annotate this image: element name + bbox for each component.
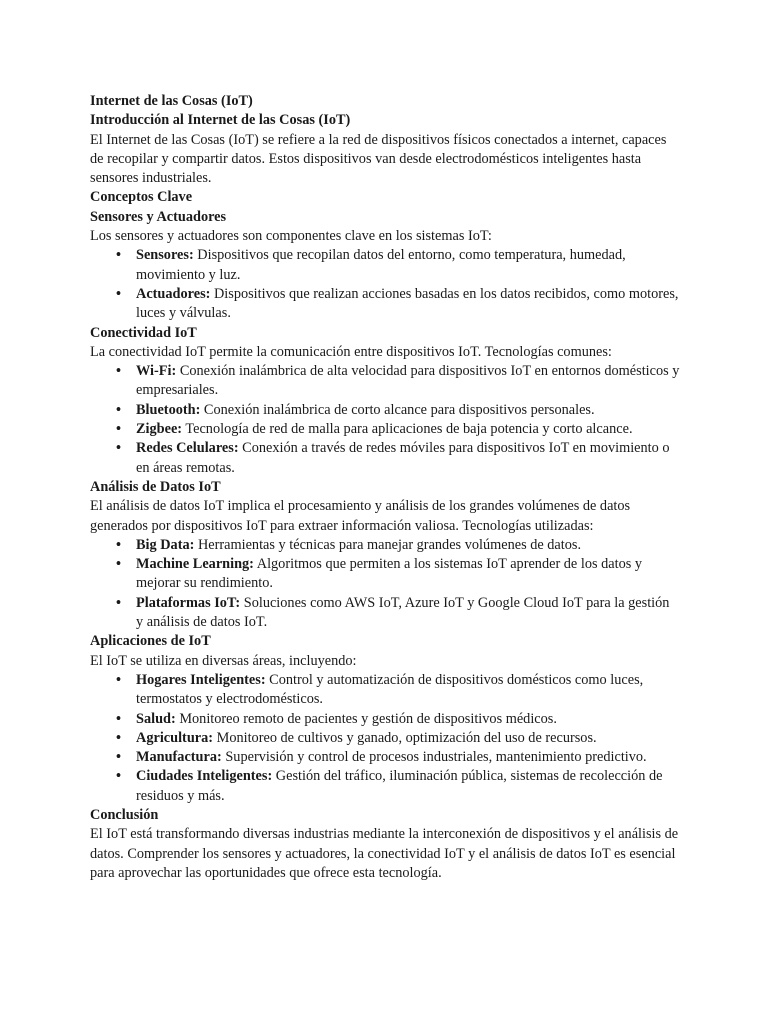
list-item [136,420,680,439]
list-item [136,246,680,285]
list-item-term: Ciudades Inteligentes: [136,768,273,785]
list-item-desc: Soluciones como AWS IoT, Azure IoT y Google Cloud IoT para la gestión y análisis de datos IoT. [136,594,670,631]
list-item-term: Big Data: [136,536,195,553]
list-item-desc: Gestión del tráfico, iluminación pública, sistemas de recolección de residuos y más. [136,768,663,804]
connectivity-heading: Conectividad IoT [90,324,197,341]
list-item-desc: Conexión inalámbrica de corto alcance para dispositivos personales. [200,401,595,418]
list-item [136,536,680,555]
list-item-term: Agricultura: [136,729,214,746]
list-item-term: Redes Celulares: [136,440,239,457]
list-item [136,748,680,767]
analysis-heading: Análisis de Datos IoT [90,478,221,495]
list-item-term: Machine Learning: [136,556,254,573]
list-item [136,767,680,806]
list-item-desc: Control y automatización de dispositivos domésticos como luces, termostatos y electrodomésticos. [136,671,644,708]
list-item-desc: Conexión a través de redes móviles para dispositivos IoT en movimiento o en áreas remotas. [136,440,670,476]
list-item [136,401,680,420]
document-title: Internet de las Cosas (IoT) [90,93,253,109]
list-item-desc: Monitoreo de cultivos y ganado, optimización del uso de recursos. [213,729,597,746]
list-item [136,439,680,478]
list-item [136,594,680,633]
list-item-term: Sensores: [136,247,194,264]
list-item-term: Wi-Fi: [136,363,177,380]
analysis-list [90,536,680,632]
list-item-desc: Dispositivos que recopilan datos del entorno, como temperatura, humedad, movimiento y luz. [136,247,626,283]
document-content [90,92,680,883]
connectivity-list [90,362,680,478]
list-item-term: Bluetooth: [136,401,201,418]
list-item-desc: Algoritmos que permiten a los sistemas IoT aprender de los datos y mejorar su rendimiento. [136,556,643,592]
sensors-list [90,246,680,323]
list-item-term: Actuadores: [136,285,211,302]
applications-paragraph: El IoT se utiliza en diversas áreas, incluyendo: [90,652,357,669]
list-item-term: Plataformas IoT: [136,594,241,611]
intro-heading: Introducción al Internet de las Cosas (IoT) [90,112,351,129]
list-item-term: Hogares Inteligentes: [136,671,266,688]
concepts-heading: Conceptos Clave [90,189,193,206]
list-item [136,671,680,710]
list-item [136,362,680,401]
list-item [136,710,680,729]
sensors-paragraph: Los sensores y actuadores son componentes clave en los sistemas IoT: [90,228,492,245]
list-item-term: Manufactura: [136,749,222,766]
list-item-desc: Herramientas y técnicas para manejar grandes volúmenes de datos. [194,536,582,553]
analysis-paragraph: El análisis de datos IoT implica el procesamiento y análisis de los grandes volúmenes de datos generados por dispositivos IoT para extraer información valiosa. Tecnologías utilizadas: [90,498,631,534]
applications-heading: Aplicaciones de IoT [90,633,211,650]
list-item [136,555,680,594]
list-item-term: Zigbee: [136,421,183,438]
list-item [136,285,680,324]
intro-paragraph: El Internet de las Cosas (IoT) se refiere a la red de dispositivos físicos conectados a internet, capaces de recopilar y compartir datos. Estos dispositivos van desde electrodomésticos inteligentes hasta sensores industriales. [90,131,667,187]
list-item-desc: Dispositivos que realizan acciones basadas en los datos recibidos, como motores, luces y válvulas. [136,285,679,322]
list-item-desc: Monitoreo remoto de pacientes y gestión de dispositivos médicos. [175,710,557,727]
conclusion-paragraph: El IoT está transformando diversas industrias mediante la interconexión de dispositivos y el análisis de datos. Comprender los sensores y actuadores, la conectividad IoT y el análisis de datos IoT es esencial para aprovechar las oportunidades que ofrece esta tecnología. [90,826,679,881]
list-item-desc: Conexión inalámbrica de alta velocidad para dispositivos IoT en entornos domésticos y empresariales. [136,363,680,399]
connectivity-paragraph: La conectividad IoT permite la comunicación entre dispositivos IoT. Tecnologías comunes: [90,343,612,360]
sensors-heading: Sensores y Actuadores [90,208,227,225]
applications-list [90,671,680,806]
list-item-desc: Tecnología de red de malla para aplicaciones de baja potencia y corto alcance. [182,421,633,438]
list-item [136,729,680,748]
conclusion-heading: Conclusión [90,806,159,823]
list-item-desc: Supervisión y control de procesos industriales, mantenimiento predictivo. [221,749,647,766]
list-item-term: Salud: [136,710,176,727]
